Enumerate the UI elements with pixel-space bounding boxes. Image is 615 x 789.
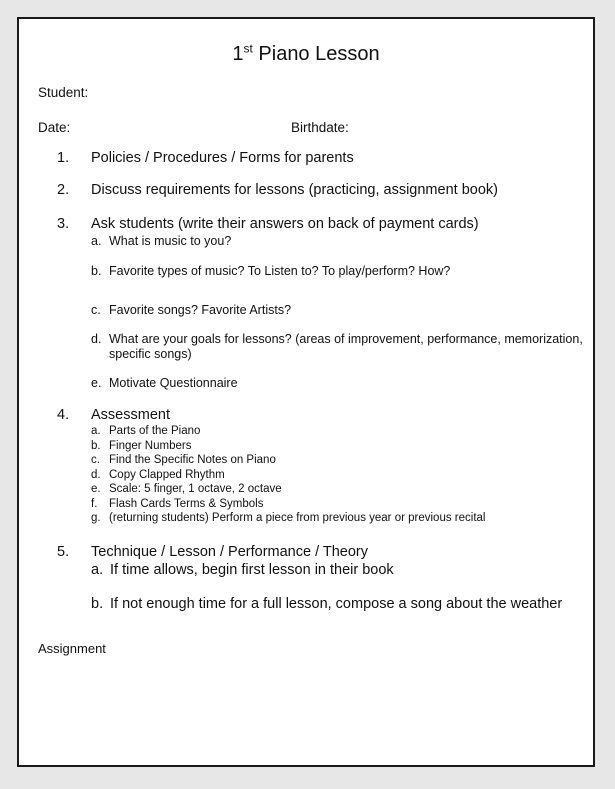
item-number: 3.	[57, 216, 70, 232]
item-number: 5.	[57, 544, 70, 560]
list-item: a. If time allows, begin first lesson in their book	[91, 562, 394, 578]
list-item-continuation: specific songs)	[109, 347, 192, 361]
list-item: e. Motivate Questionnaire	[91, 376, 238, 390]
list-item: f. Flash Cards Terms & Symbols	[91, 497, 264, 510]
list-item: d. What are your goals for lessons? (areas of improvement, performance, memorization,	[91, 332, 583, 346]
item-number: 4.	[57, 407, 70, 423]
date-field-label: Date:	[38, 120, 71, 135]
student-field-label: Student:	[38, 85, 89, 100]
item-2-text: Discuss requirements for lessons (practicing, assignment book)	[91, 182, 498, 198]
item-number: 1.	[57, 150, 70, 166]
list-item: a. What is music to you?	[91, 234, 232, 248]
list-item: b. Favorite types of music? To Listen to? To play/perform? How?	[91, 264, 451, 278]
item-3-text: Ask students (write their answers on back of payment cards)	[91, 216, 479, 232]
item-4-text: Assessment	[91, 407, 170, 423]
list-item: a. Parts of the Piano	[91, 425, 201, 437]
list-item: d. Copy Clapped Rhythm	[91, 468, 225, 481]
page-title: 1st Piano Lesson	[232, 41, 380, 65]
item-number: 2.	[57, 182, 70, 198]
list-item: c. Favorite songs? Favorite Artists?	[91, 303, 292, 317]
list-item: g. (returning students) Perform a piece from previous year or previous recital	[91, 512, 486, 524]
list-item: e. Scale: 5 finger, 1 octave, 2 octave	[91, 483, 282, 495]
assessment-list	[91, 424, 485, 526]
list-item: b. Finger Numbers	[91, 439, 192, 452]
list-item: c. Find the Specific Notes on Piano	[91, 454, 276, 466]
item-5-text: Technique / Lesson / Performance / Theory	[91, 544, 368, 560]
document-page	[17, 17, 595, 767]
assignment-label: Assignment	[38, 641, 106, 656]
birthdate-field-label: Birthdate:	[291, 120, 349, 135]
list-item: b. If not enough time for a full lesson, compose a song about the weather	[91, 596, 563, 612]
item-1-text: Policies / Procedures / Forms for parents	[91, 150, 354, 166]
